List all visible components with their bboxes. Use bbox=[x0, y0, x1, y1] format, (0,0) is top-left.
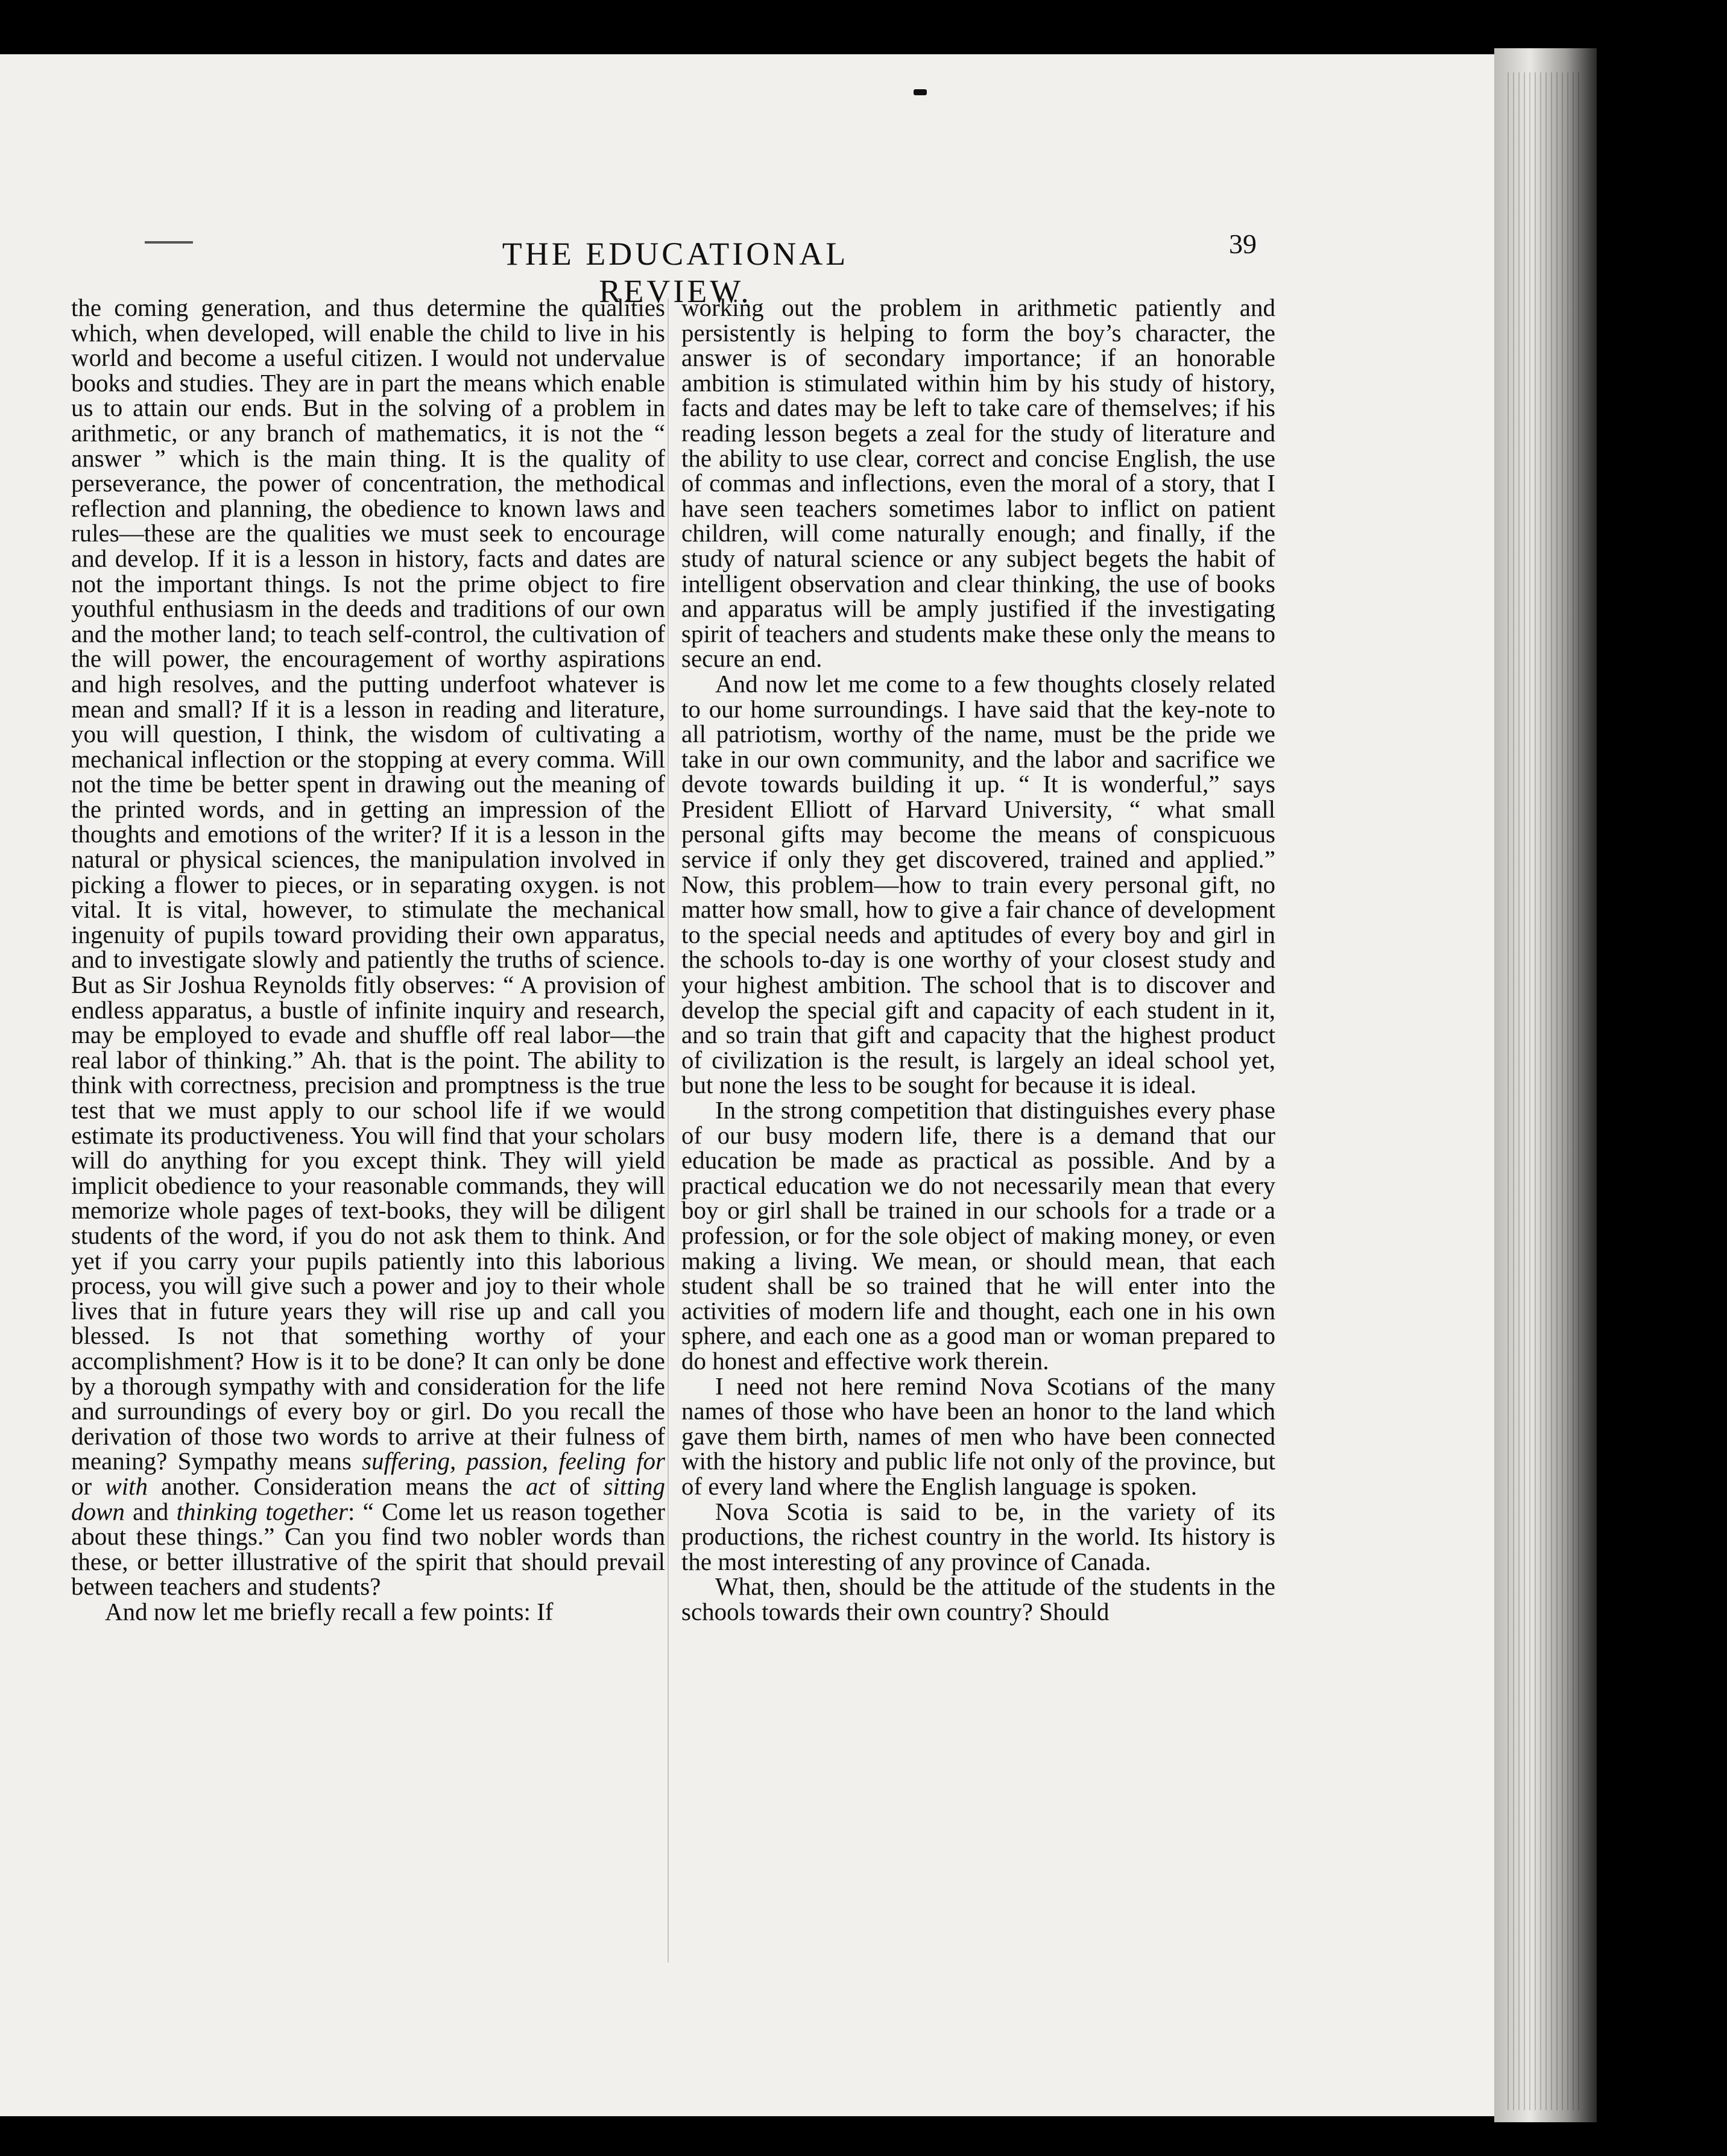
paragraph-text: of bbox=[569, 1472, 590, 1500]
paragraph bbox=[71, 295, 665, 1600]
paragraph-text: and bbox=[133, 1497, 169, 1525]
italic-text: act bbox=[525, 1472, 556, 1500]
left-column bbox=[71, 295, 665, 1624]
italic-text: with bbox=[105, 1472, 148, 1500]
paragraph: What, then, should be the attitude of the students in the schools towards their own country? Should bbox=[681, 1572, 1275, 1625]
paragraph: And now let me come to a few thoughts closely related to our home surroundings. I have said that the key-note to all patriotism, worthy of the name, must be the pride we take in our own community, and the labor and sacrifice we devote towards building it up. “ It is wonderful,” says President Elliott of Harvard University, “ what small personal gifts may become the means of conspicuous service if only they get discovered, trained and applied.” Now, this problem—how to train every personal gift, no matter how small, how to give a fair chance of development to the special needs and aptitudes of every boy and girl in the schools to-day is one worthy of your closest study and your highest ambition. The school that is to discover and develop the special gift and capacity of each student in it, and so train that gift and capacity that the highest product of civilization is the result, is largely an ideal school yet, but none the less to be sought for because it is ideal. bbox=[681, 669, 1275, 1099]
paragraph-text: : “ Come let us reason together about these things.” Can you find two nobler words than these, or better illustrative of the spirit that should prevail between teachers and students? bbox=[71, 1497, 665, 1601]
italic-text: sitting down bbox=[71, 1472, 665, 1525]
page-stack-lines bbox=[1508, 72, 1580, 2110]
paragraph: Nova Scotia is said to be, in the variety of its productions, the richest country in the world. Its history is the most interesting of any province of Canada. bbox=[681, 1497, 1275, 1575]
italic-text: thinking together bbox=[176, 1497, 348, 1525]
paragraph: And now let me briefly recall a few points: If bbox=[105, 1597, 554, 1625]
paragraph-text: or bbox=[71, 1472, 92, 1500]
italic-text: suffering, passion, feeling for bbox=[362, 1447, 665, 1475]
paragraph: working out the problem in arithmetic patiently and persistently is helping to form the boy’s character, the answer is of secondary importance; if an honorable ambition is stimulated within him by his study of history, facts and dates may be left to take care of themselves; if his reading lesson begets a zeal for the study of literature and the ability to use clear, correct and concise English, the use of commas and inflections, even the moral of a story, that I have seen teachers sometimes labor to inflict on patient children, will come naturally enough; and finally, if the study of natural science or any subject begets the habit of intelligent observation and clear thinking, the use of books and apparatus will be amply justified if the investigating spirit of teachers and students make these only the means to secure an end. bbox=[681, 294, 1275, 673]
column-gutter bbox=[668, 298, 669, 1962]
paragraph: In the strong competition that distinguishes every phase of our busy modern life, there is a demand that our education be made as practical as possible. And by a practical education we do not necessarily mean that every boy or girl shall be trained in our schools for a trade or a profession, or for the sole object of making money, or even making a living. We mean, or should mean, that each student shall be so trained that he will enter into the activities of modern life and thought, each one in his own sphere, and each one as a good man or woman prepared to do honest and effective work therein. bbox=[681, 1096, 1275, 1375]
paragraph-text: another. Consideration means the bbox=[161, 1472, 513, 1500]
paragraph-text: the coming generation, and thus determine the qualities which, when developed, will enable the child to live in his world and become a useful citizen. I would not undervalue books and studies. They are in part the means which enable us to attain our ends. But in the solving of a problem in arithmetic, or any branch of mathematics, it is not the “ answer ” which is the main thing. It is the quality of perseverance, the power of concentration, the methodical reflection and planning, the obedience to known laws and rules—these are the qualities we must seek to encourage and develop. If it is a lesson in history, facts and dates are not the important things. Is not the prime object to fire youthful enthusiasm in the deeds and traditions of our own and the mother land; to teach self-control, the cultivation of the will power, the encouragement of worthy aspirations and high resolves, and the putting underfoot whatever is mean and small? If it is a lesson in reading and literature, you will question, I think, the wisdom of cultivating a mechanical inflection or the stopping at every comma. Will not the time be better spent in drawing out the meaning of the printed words, and in getting an impression of the thoughts and emotions of the writer? If it is a lesson in the natural or physical sciences, the manipulation involved in picking a flower to pieces, or in separating oxygen. is not vital. It is vital, however, to stimulate the mechanical ingenuity of pupils toward providing their own apparatus, and to investigate slowly and patiently the truths of science. But as Sir Joshua Reynolds fitly observes: “ A provision of endless apparatus, a bustle of infinite inquiry and research, may be employed to evade and shuffle off real labor—the real labor of thinking.” Ah. that is the point. The ability to think with correctness, precision and promptness is the true test that we must apply to our school life if we would estimate its productiveness. You will find that your scholars will do anything for you except think. They will yield implicit obedience to your reasonable commands, they will memorize whole pages of text-books, they will be diligent students of the word, if you do not ask them to think. And yet if you carry your pupils patiently into this laborious process, you will give such a power and joy to their whole lives that in future years they will rise up and call you blessed. Is not that something worthy of your accomplishment? How is it to be done? It can only be done by a thorough sympathy with and consideration for the life and surroundings of every boy or girl. Do you recall the derivation of those two words to arrive at their fulness of meaning? Sympathy means bbox=[71, 294, 665, 1475]
ink-smudge bbox=[914, 89, 927, 95]
margin-mark bbox=[145, 241, 193, 244]
right-column bbox=[681, 295, 1275, 1624]
running-title: THE EDUCATIONAL REVIEW. bbox=[502, 236, 849, 309]
paragraph: I need not here remind Nova Scotians of the many names of those who have been an honor to the land which gave them birth, names of men who have been connected with the history and public life not only of the province, but of every land where the English language is spoken. bbox=[681, 1372, 1275, 1500]
page-number: 39 bbox=[1229, 229, 1257, 259]
